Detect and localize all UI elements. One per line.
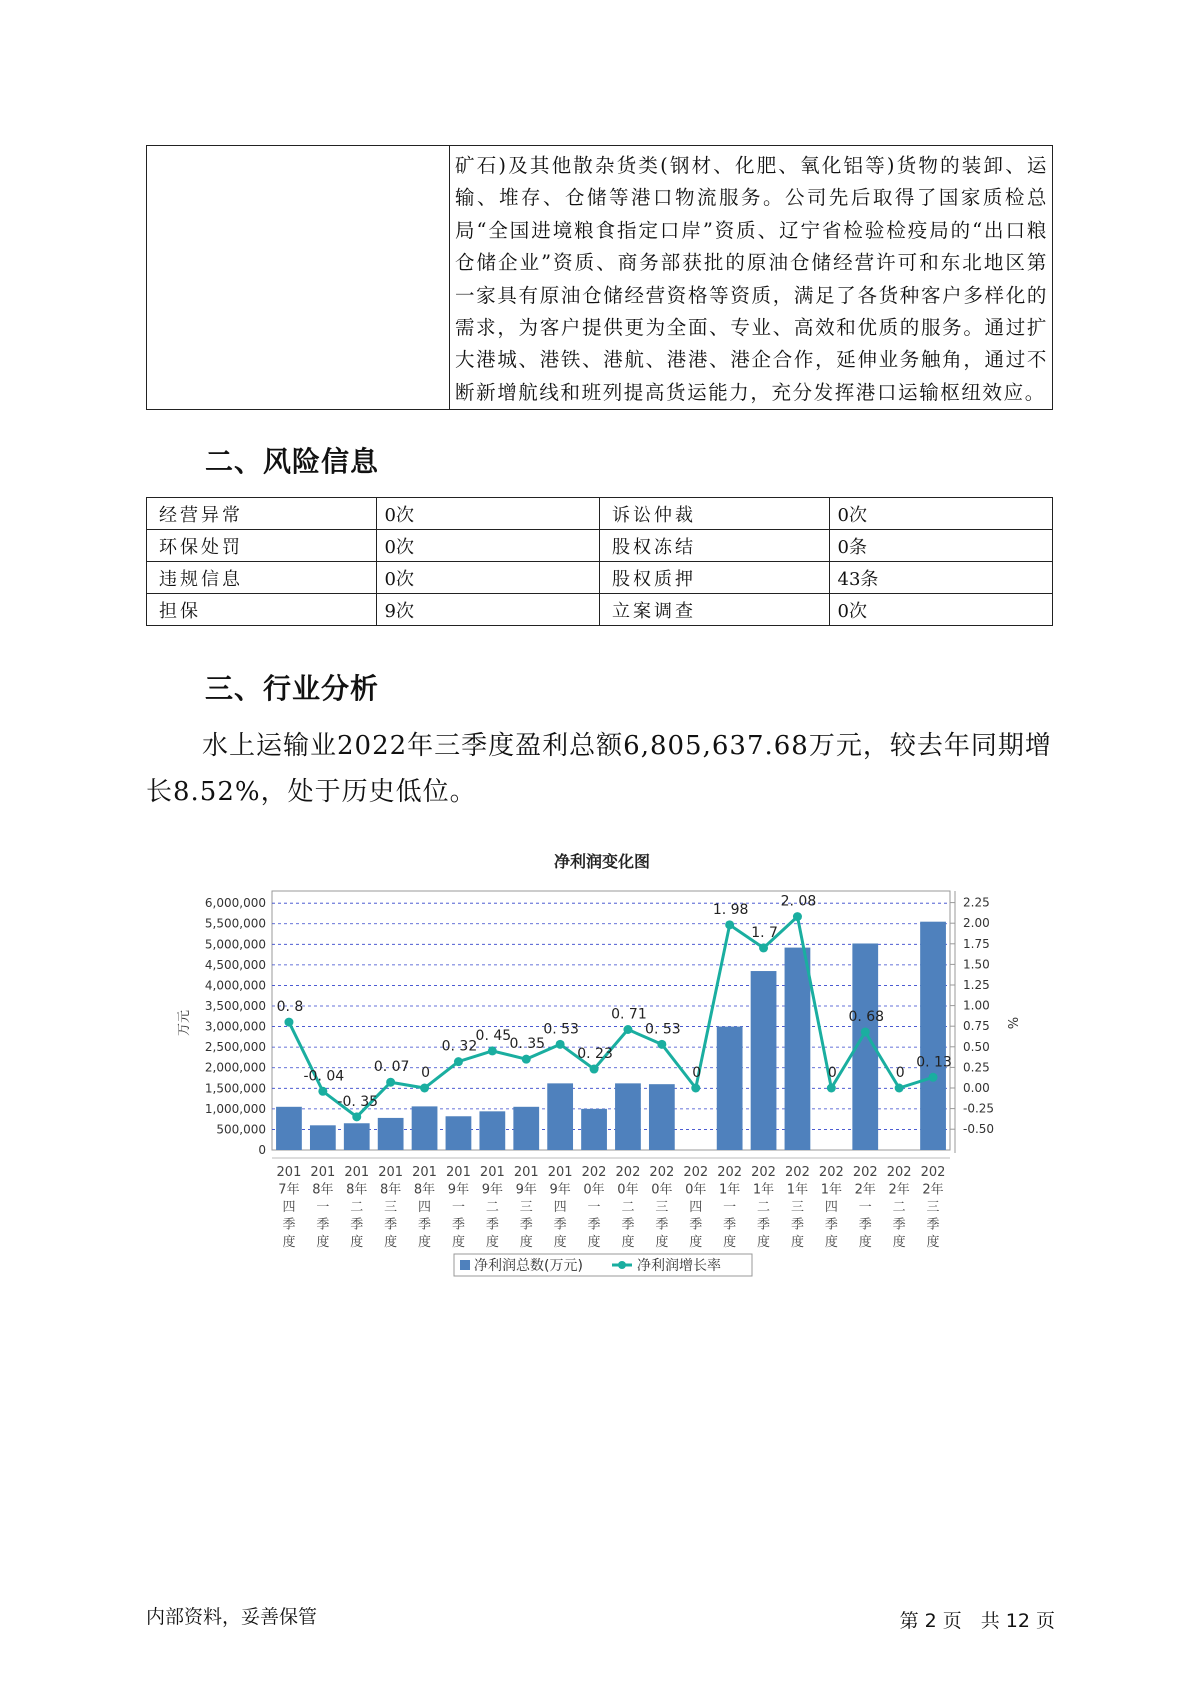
- x-tick-label: [785, 1165, 810, 1250]
- bar: [920, 922, 946, 1150]
- growth-rate-point: [556, 1040, 565, 1049]
- x-tick-line: 季: [587, 1217, 601, 1233]
- y-tick-label: 1,500,000: [204, 1081, 266, 1096]
- x-tick-label: [683, 1165, 708, 1250]
- x-tick-line: 季: [485, 1217, 499, 1233]
- bar: [446, 1116, 472, 1150]
- x-tick-line: 1年: [786, 1182, 809, 1198]
- x-tick-line: 四: [824, 1200, 838, 1215]
- legend-line-label: 净利润增长率: [637, 1258, 721, 1274]
- x-tick-label: [480, 1165, 505, 1250]
- y2-tick-label: 0.75: [963, 1019, 990, 1034]
- x-tick-line: 度: [824, 1235, 838, 1250]
- risk-value: 0次: [376, 530, 599, 562]
- growth-rate-label: 0: [895, 1065, 905, 1081]
- x-tick-label: [446, 1165, 471, 1250]
- bar: [717, 1027, 743, 1150]
- x-tick-line: 度: [282, 1235, 296, 1250]
- growth-rate-point: [386, 1078, 395, 1087]
- bar: [785, 948, 811, 1150]
- y2-tick-label: 1.75: [963, 936, 990, 951]
- x-tick-label: [717, 1165, 742, 1250]
- x-tick-line: 度: [621, 1235, 635, 1250]
- risk-key: 担保: [147, 594, 377, 626]
- x-tick-line: 8年: [312, 1182, 334, 1198]
- x-tick-line: 1年: [752, 1182, 775, 1198]
- x-tick-line: 度: [689, 1235, 703, 1250]
- y-tick-label: 500,000: [216, 1122, 266, 1137]
- x-tick-line: 度: [553, 1235, 567, 1250]
- growth-rate-label: 0. 35: [509, 1036, 546, 1053]
- x-tick-line: 201: [378, 1165, 404, 1180]
- growth-rate-label: 1. 98: [712, 901, 749, 918]
- risk-key: 立案调查: [599, 594, 829, 626]
- x-tick-line: 度: [519, 1235, 533, 1250]
- bar: [344, 1123, 370, 1150]
- growth-rate-point: [657, 1040, 666, 1049]
- x-tick-line: 202: [852, 1165, 878, 1180]
- risk-info-table: [146, 497, 1053, 626]
- growth-rate-point: [929, 1073, 938, 1082]
- x-tick-line: 季: [621, 1217, 635, 1233]
- risk-value: 0次: [829, 594, 1052, 626]
- bar: [547, 1083, 573, 1150]
- y2-tick-label: 2.25: [963, 895, 990, 910]
- y2-axis-label: %: [1004, 1016, 1019, 1030]
- growth-rate-point: [488, 1046, 497, 1055]
- x-tick-line: 季: [824, 1217, 838, 1233]
- risk-value: 0次: [829, 498, 1052, 530]
- company-description-table: [146, 145, 1053, 410]
- x-tick-line: 季: [689, 1217, 703, 1233]
- x-tick-line: 一: [451, 1200, 465, 1215]
- x-tick-line: 202: [649, 1165, 675, 1180]
- growth-rate-label: 0: [421, 1065, 431, 1081]
- x-tick-line: 季: [282, 1217, 296, 1233]
- growth-rate-label: 1. 7: [751, 924, 778, 941]
- x-tick-line: 1年: [820, 1182, 842, 1198]
- legend-bar-swatch: [460, 1260, 470, 1270]
- risk-value: 9次: [376, 594, 599, 626]
- x-tick-line: 三: [790, 1200, 804, 1215]
- chart-title: 净利润变化图: [553, 852, 651, 871]
- x-tick-label: [853, 1165, 878, 1250]
- x-tick-line: 季: [757, 1217, 771, 1233]
- x-tick-line: 201: [547, 1165, 573, 1180]
- x-tick-line: 二: [892, 1200, 906, 1215]
- risk-key: 违规信息: [147, 562, 377, 594]
- x-tick-line: 季: [519, 1217, 533, 1233]
- risk-value: 0次: [376, 562, 599, 594]
- x-tick-line: 201: [446, 1165, 471, 1180]
- growth-rate-label: 0. 07: [373, 1059, 410, 1076]
- y-tick-label: 1,000,000: [204, 1101, 266, 1116]
- x-tick-line: 度: [451, 1235, 465, 1250]
- growth-rate-label: 0: [827, 1065, 837, 1081]
- y-tick-label: 0: [258, 1143, 266, 1157]
- legend-bar-label: 净利润总数(万元): [474, 1258, 583, 1274]
- x-tick-line: 季: [350, 1217, 364, 1233]
- footer-confidential: 内部资料，妥善保管: [146, 1606, 318, 1628]
- growth-rate-point: [691, 1084, 700, 1093]
- growth-rate-label: -0. 35: [337, 1093, 379, 1110]
- growth-rate-point: [759, 943, 768, 952]
- x-tick-line: 度: [723, 1235, 737, 1250]
- chart-legend: [454, 1254, 752, 1276]
- x-tick-line: 季: [892, 1217, 906, 1233]
- x-tick-line: 0年: [583, 1182, 605, 1198]
- bar: [310, 1125, 336, 1150]
- risk-value: 0条: [829, 530, 1052, 562]
- x-tick-line: 季: [723, 1217, 737, 1233]
- footer-page-number: 第 2 页 共 12 页: [899, 1610, 1055, 1632]
- y-tick-label: 4,500,000: [204, 957, 266, 972]
- x-tick-line: 0年: [617, 1182, 639, 1198]
- x-tick-line: 202: [818, 1165, 844, 1180]
- growth-rate-point: [793, 912, 802, 921]
- growth-rate-label: 2. 08: [780, 893, 817, 910]
- risk-key: 股权质押: [599, 562, 829, 594]
- x-tick-line: 201: [310, 1165, 336, 1180]
- x-tick-line: 7年: [278, 1182, 300, 1198]
- chart-line: [277, 894, 952, 1122]
- x-tick-line: 季: [655, 1217, 669, 1233]
- growth-rate-point: [895, 1084, 904, 1093]
- bar: [276, 1107, 302, 1150]
- growth-rate-point: [623, 1025, 632, 1034]
- y-tick-label: 5,500,000: [204, 916, 266, 931]
- x-tick-label: [514, 1165, 539, 1250]
- x-tick-label: [378, 1165, 403, 1250]
- risk-key: 股权冻结: [599, 530, 829, 562]
- y2-tick-label: 1.50: [963, 957, 990, 972]
- x-tick-line: 三: [655, 1200, 669, 1215]
- x-tick-line: 季: [316, 1217, 330, 1233]
- x-tick-line: 9年: [447, 1182, 470, 1198]
- x-tick-line: 201: [479, 1165, 505, 1180]
- risk-value: 0次: [376, 498, 599, 530]
- x-tick-line: 度: [587, 1235, 601, 1250]
- x-tick-line: 8年: [413, 1182, 436, 1198]
- x-tick-label: [819, 1165, 844, 1250]
- x-tick-line: 0年: [651, 1182, 673, 1198]
- x-tick-line: 202: [683, 1165, 709, 1180]
- x-tick-line: 度: [858, 1235, 872, 1250]
- growth-rate-label: 0. 45: [475, 1027, 512, 1044]
- growth-rate-label: 0. 8: [276, 999, 304, 1016]
- growth-rate-label: 0. 53: [543, 1021, 579, 1038]
- growth-rate-point: [827, 1084, 836, 1093]
- x-tick-line: 202: [615, 1165, 641, 1180]
- growth-rate-label: -0. 04: [303, 1068, 345, 1085]
- y-axis-label: 万元: [177, 1009, 192, 1037]
- table-row: [147, 498, 1053, 530]
- x-tick-line: 202: [717, 1165, 743, 1180]
- x-tick-line: 季: [451, 1217, 465, 1233]
- y-tick-label: 2,000,000: [204, 1060, 266, 1075]
- x-tick-line: 201: [276, 1165, 302, 1180]
- growth-rate-point: [420, 1084, 429, 1093]
- industry-analysis-text: 水上运输业2022年三季度盈利总额6,805,637.68万元，较去年同期增长8.52%，处于历史低位。: [146, 731, 1052, 807]
- x-tick-line: 一: [587, 1200, 601, 1215]
- x-tick-label: [344, 1165, 369, 1250]
- y2-tick-label: 2.00: [963, 916, 990, 931]
- growth-rate-point: [352, 1112, 361, 1121]
- x-tick-line: 9年: [515, 1182, 537, 1198]
- bar: [615, 1083, 641, 1150]
- bar: [412, 1106, 438, 1150]
- risk-key: 诉讼仲裁: [599, 498, 829, 530]
- x-tick-line: 202: [751, 1165, 776, 1180]
- net-profit-chart: [170, 840, 1019, 1295]
- x-tick-line: 度: [418, 1235, 432, 1250]
- risk-key: 经营异常: [147, 498, 377, 530]
- x-tick-line: 度: [485, 1235, 499, 1250]
- x-tick-label: [616, 1165, 641, 1250]
- x-tick-line: 季: [418, 1217, 432, 1233]
- growth-rate-point: [725, 920, 734, 929]
- x-tick-line: 8年: [346, 1182, 368, 1198]
- x-tick-label: [751, 1165, 776, 1250]
- x-tick-line: 202: [920, 1165, 946, 1180]
- x-tick-line: 202: [785, 1165, 810, 1180]
- growth-rate-label: 0. 68: [848, 1008, 885, 1025]
- bar: [378, 1118, 404, 1150]
- x-tick-line: 201: [344, 1165, 370, 1180]
- x-tick-line: 季: [790, 1217, 804, 1233]
- y-tick-label: 3,500,000: [204, 999, 266, 1014]
- bar: [581, 1109, 607, 1150]
- x-tick-line: 度: [350, 1235, 364, 1250]
- x-tick-line: 1年: [719, 1182, 741, 1198]
- growth-rate-point: [861, 1027, 870, 1036]
- x-tick-label: [582, 1165, 607, 1250]
- table-row: [147, 530, 1053, 562]
- x-tick-line: 一: [723, 1200, 737, 1215]
- x-tick-line: 季: [553, 1217, 567, 1233]
- y-tick-label: 2,500,000: [204, 1040, 266, 1055]
- growth-rate-label: 0: [692, 1065, 702, 1081]
- chart-bars: [276, 922, 946, 1150]
- y2-tick-label: -0.50: [963, 1122, 995, 1137]
- y-tick-label: 4,000,000: [204, 978, 266, 993]
- x-tick-line: 201: [412, 1165, 437, 1180]
- x-tick-line: 二: [621, 1200, 635, 1215]
- x-tick-label: [412, 1165, 437, 1250]
- x-tick-line: 9年: [549, 1182, 571, 1198]
- risk-key: 环保处罚: [147, 530, 377, 562]
- x-tick-line: 季: [384, 1217, 398, 1233]
- x-tick-line: 一: [316, 1200, 330, 1215]
- x-tick-line: 三: [926, 1200, 940, 1215]
- table-row: [147, 594, 1053, 626]
- x-tick-line: 2年: [922, 1182, 944, 1198]
- x-tick-line: 度: [926, 1235, 940, 1250]
- legend-line-dot: [618, 1261, 626, 1269]
- y2-tick-label: 1.00: [963, 998, 990, 1013]
- x-tick-line: 二: [757, 1200, 771, 1215]
- y2-tick-label: -0.25: [963, 1101, 995, 1116]
- x-tick-label: [310, 1165, 335, 1250]
- x-tick-line: 度: [655, 1235, 669, 1250]
- y-tick-label: 6,000,000: [204, 896, 266, 911]
- x-tick-line: 四: [418, 1200, 432, 1215]
- y-tick-label: 5,000,000: [204, 937, 266, 952]
- x-tick-label: [921, 1165, 946, 1250]
- growth-rate-point: [318, 1087, 327, 1096]
- bar: [649, 1084, 675, 1150]
- x-tick-line: 2年: [888, 1182, 910, 1198]
- x-tick-line: 二: [485, 1200, 499, 1215]
- growth-rate-label: 0. 32: [441, 1038, 478, 1055]
- x-tick-label: [649, 1165, 674, 1250]
- description-label-cell: [147, 146, 450, 410]
- x-tick-line: 季: [858, 1217, 872, 1233]
- x-tick-line: 四: [689, 1200, 703, 1215]
- y-tick-label: 3,000,000: [204, 1019, 266, 1034]
- growth-rate-label: 0. 53: [645, 1021, 681, 1038]
- x-tick-label: [277, 1165, 302, 1250]
- x-tick-line: 202: [886, 1165, 912, 1180]
- x-tick-line: 0年: [685, 1182, 707, 1198]
- x-tick-line: 2年: [854, 1182, 876, 1198]
- x-tick-line: 度: [892, 1235, 906, 1250]
- x-tick-line: 季: [926, 1217, 940, 1233]
- description-text: 矿石)及其他散杂货类(钢材、化肥、氧化铝等)货物的装卸、运输、堆存、仓储等港口物流服务。公司先后取得了国家质检总局“全国进境粮食指定口岸”资质、辽宁省检验检疫局的“出口粮仓储企业”资质、商务部获批的原油仓储经营许可和东北地区第一家具有原油仓储经营资格等资质，满足了各货种客户多样化的需求，为客户提供更为全面、专业、高效和优质的服务。通过扩大港城、港铁、港航、港港、港企合作，延伸业务触角，通过不断新增航线和班列提高货运能力，充分发挥港口运输枢纽效应。: [455, 154, 1048, 404]
- x-tick-line: 度: [384, 1235, 398, 1250]
- x-tick-line: 二: [350, 1200, 364, 1215]
- risk-value: 43条: [829, 562, 1052, 594]
- x-tick-label: [548, 1165, 573, 1250]
- x-tick-line: 三: [384, 1200, 398, 1215]
- growth-rate-label: 0. 71: [611, 1006, 647, 1023]
- growth-rate-label: 0. 13: [916, 1054, 952, 1071]
- section-heading-industry: 三、行业分析: [205, 672, 380, 705]
- x-tick-line: 201: [513, 1165, 539, 1180]
- bar: [751, 971, 777, 1150]
- growth-rate-label: 0. 23: [577, 1046, 613, 1063]
- growth-rate-point: [590, 1065, 599, 1074]
- bar: [479, 1111, 505, 1150]
- x-tick-line: 9年: [481, 1182, 503, 1198]
- y2-tick-label: 0.50: [963, 1039, 990, 1054]
- x-tick-label: [887, 1165, 912, 1250]
- x-tick-line: 四: [282, 1200, 296, 1215]
- section-heading-risk: 二、风险信息: [205, 445, 380, 478]
- x-tick-line: 202: [581, 1165, 607, 1180]
- x-tick-line: 四: [553, 1200, 567, 1215]
- x-tick-line: 一: [858, 1200, 872, 1215]
- x-tick-line: 度: [316, 1235, 330, 1250]
- bar: [513, 1107, 539, 1150]
- y2-tick-label: 1.25: [963, 978, 990, 992]
- growth-rate-point: [454, 1057, 463, 1066]
- y2-tick-label: 0.25: [963, 1060, 990, 1075]
- x-tick-line: 度: [790, 1235, 804, 1250]
- growth-rate-point: [522, 1055, 531, 1064]
- x-tick-line: 度: [757, 1235, 771, 1250]
- growth-rate-point: [284, 1018, 293, 1027]
- table-row: [147, 562, 1053, 594]
- x-tick-line: 三: [519, 1200, 533, 1215]
- description-content-cell: [450, 146, 1053, 410]
- y2-tick-label: 0.00: [963, 1081, 990, 1095]
- x-tick-line: 8年: [380, 1182, 402, 1198]
